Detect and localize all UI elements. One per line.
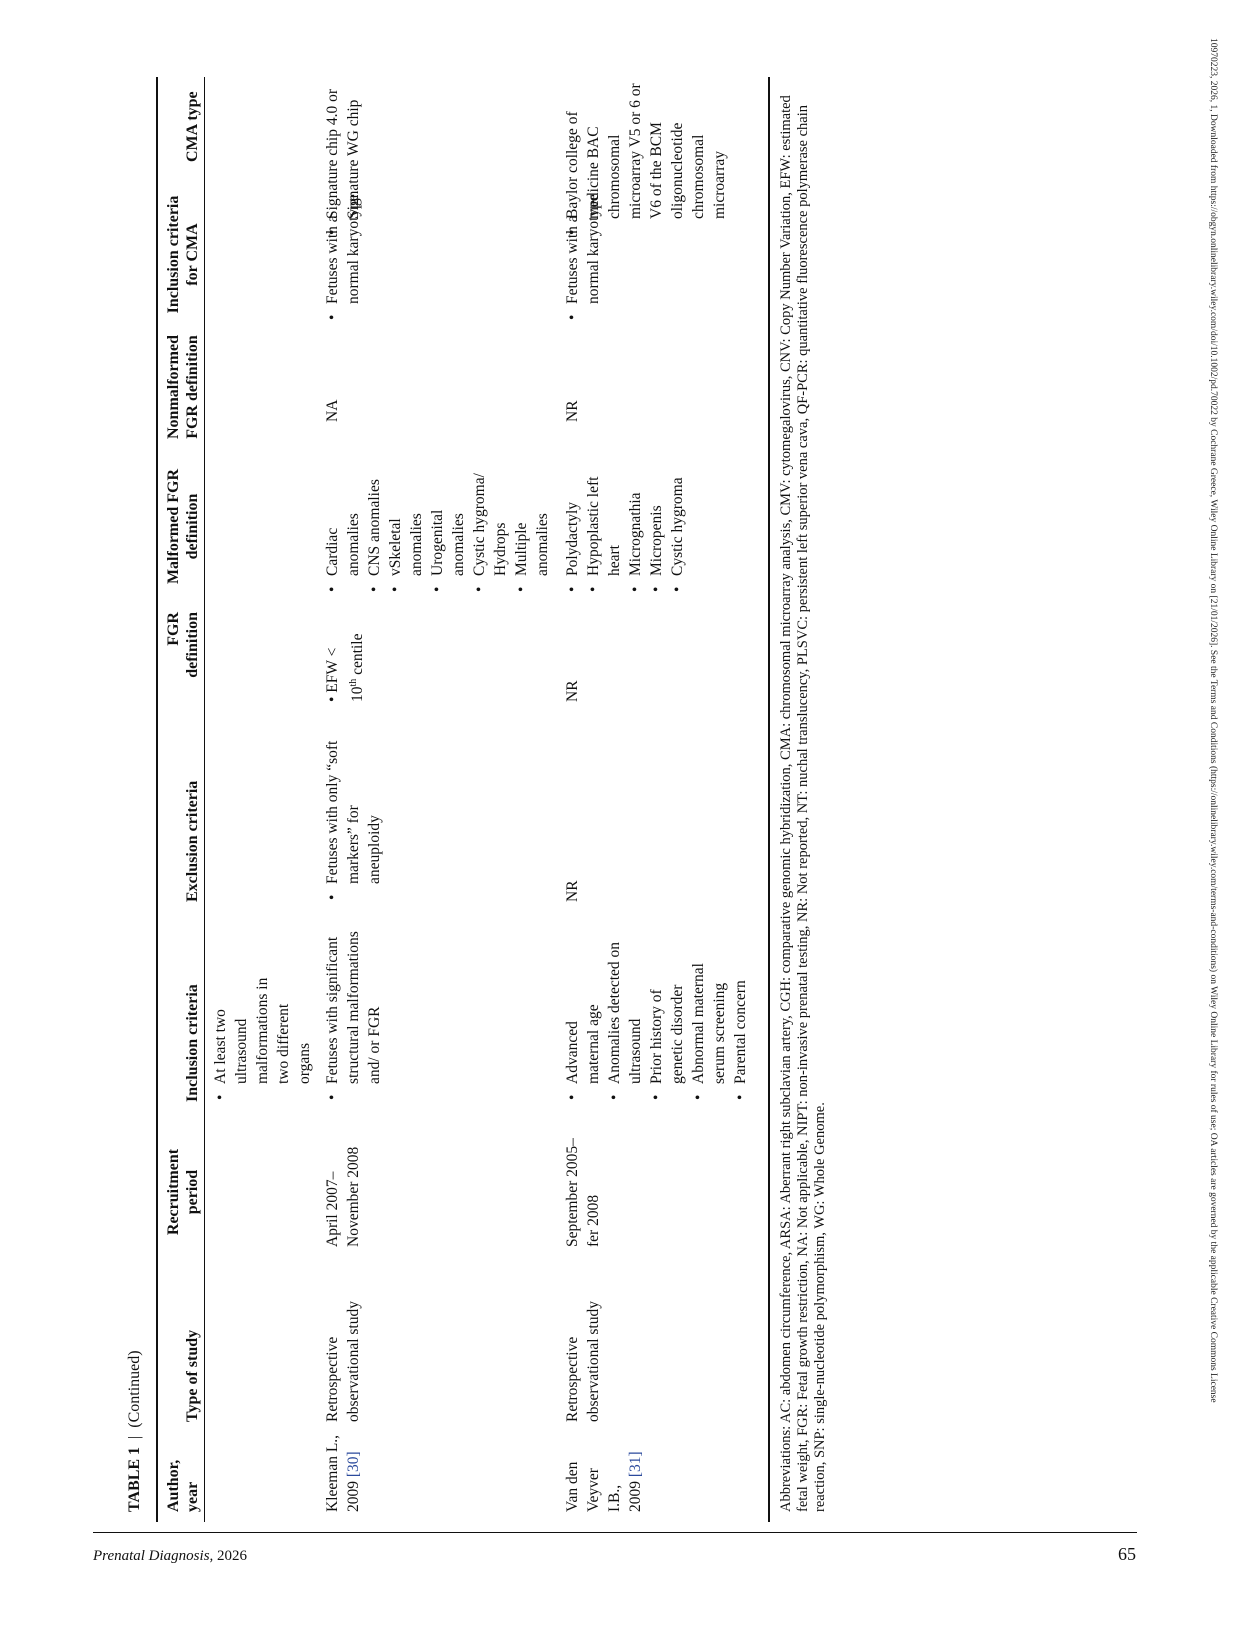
row2-type-of-study: Retrospective observational study: [564, 1301, 602, 1422]
header-inclusion-criteria: Inclusion criteria: [184, 984, 201, 1102]
header-type-of-study: Type of study: [184, 1329, 201, 1422]
row2-reference-link[interactable]: [31]: [627, 1451, 644, 1478]
table-caption: [126, 1350, 144, 1512]
header-author-year: Author, year: [165, 1459, 201, 1512]
row1-type-of-study: Retrospective observational study: [324, 1301, 362, 1422]
header-malformed-fgr-definition: Malformed FGR definition: [165, 468, 201, 585]
row1-nonmalformed-fgr-definition: NA: [324, 399, 341, 422]
row2-nonmalformed-fgr-definition: NR: [564, 400, 581, 422]
rotated-table-region: [118, 77, 858, 1522]
header-inclusion-criteria-for-cma: Inclusion criteria for CMA: [165, 195, 201, 314]
row2-fgr-definition: NR: [564, 680, 581, 702]
table-label: TABLE 1: [126, 1446, 143, 1512]
row2-cma-type: • Baylor college of medicine BAC chromosomal microarray V5 or 6 or V6 of the BCM oligonucleotide chromosomal microarray: [562, 77, 730, 237]
header-fgr-definition: FGR definition: [165, 612, 201, 678]
caption-text: (Continued): [126, 1350, 143, 1428]
header-recruitment-period: Recruitment period: [165, 1148, 201, 1236]
abbreviations-note: Abbreviations: AC: abdomen circumference, ARSA: Aberrant right subclavian artery, CGH: comparative genomic hybridization, CMA: chromosomal microarray analysis, CMV: cytomegalovirus, CNV: Copy Number Variation, EFW: estimated fetal weight, FGR: Fetal growth restriction, NA: Not applicable, NIPT: non-invasive prenatal testing, NR: Not reported, NT: nuchal translucency, PLSVC: persistent left superior vena cava, QF-PCR: quantitative fluorescence polymerase chain reaction, SNP: single-nucleotide polymorphism, WG: Whole Genome.: [778, 95, 828, 1512]
table-top-rule: [156, 77, 158, 1522]
row2-malformed-fgr-definition: • Polydactyly • Hypoplastic left heart • Micrognathia • Micropenis • Cystic hygroma: [562, 444, 688, 594]
row0-inclusion-criteria: • At least two ultrasound malformations in two different organs: [210, 977, 315, 1102]
page-number: 65: [1118, 1544, 1136, 1564]
download-notice: 10970223, 2026, 1, Downloaded from https://obgyn.onlinelibrary.wiley.com/doi/10.1002/pd.70022 by Cochrane Greece, Wiley Online Library on [21/01/2026]. See the Terms and Conditions (https://onlinelibrary.wiley.com/terms-and-conditions) on Wiley Online Library for rules of use; OA articles are governed by the applicable Creative Commons License: [1208, 38, 1218, 1403]
row2-inclusion-criteria-for-cma: • Fetuses with a normal karyotype: [562, 172, 604, 322]
row2-recruitment-period: September 2005–fer 2008: [564, 1138, 602, 1247]
header-exclusion-criteria: Exclusion criteria: [184, 780, 201, 902]
row1-reference-link[interactable]: [30]: [345, 1451, 362, 1478]
row1-inclusion-criteria: • Fetuses with significant structural malformations and/ or FGR: [322, 930, 385, 1102]
header-cma-type: CMA type: [184, 91, 201, 162]
row1-cma-type: • Signature chip 4.0 or Signature WG chip: [322, 77, 364, 237]
row1-author-year: Kleeman L., 2009 [30]: [324, 1434, 362, 1512]
row2-inclusion-criteria: • Advanced maternal age • Anomalies detected on ultrasound • Prior history of genetic disorder • Abnormal maternal serum screening • Parental concern: [562, 917, 751, 1102]
caption-separator: |: [126, 1435, 143, 1439]
table-header-rule: [204, 77, 205, 1522]
row1-inclusion-criteria-for-cma: • Fetuses with a normal karyotype: [322, 172, 364, 322]
row1-fgr-definition: • EFW < 10th centile: [324, 633, 367, 702]
journal-name: Prenatal Diagnosis, 2026: [93, 1548, 248, 1564]
row2-author-year: Van den Veyver I.B., 2009 [31]: [564, 1451, 644, 1512]
row1-exclusion-criteria: • Fetuses with only “soft markers” for aneuploidy: [322, 737, 385, 902]
header-nonmalformed-fgr-definition: Nonmalformed FGR definition: [165, 335, 201, 439]
table-bottom-rule: [768, 77, 770, 1522]
row1-recruitment-period: April 2007–November 2008: [324, 1146, 362, 1247]
footer-rule: [93, 1532, 1137, 1533]
row1-malformed-fgr-definition: • Cardiac anomalies • CNS anomalies • vSkeletal anomalies • Urogenital anomalies • Cystic hygroma/ Hydrops • Multiple anomalies: [322, 444, 553, 594]
row2-exclusion-criteria: NR: [564, 880, 581, 902]
